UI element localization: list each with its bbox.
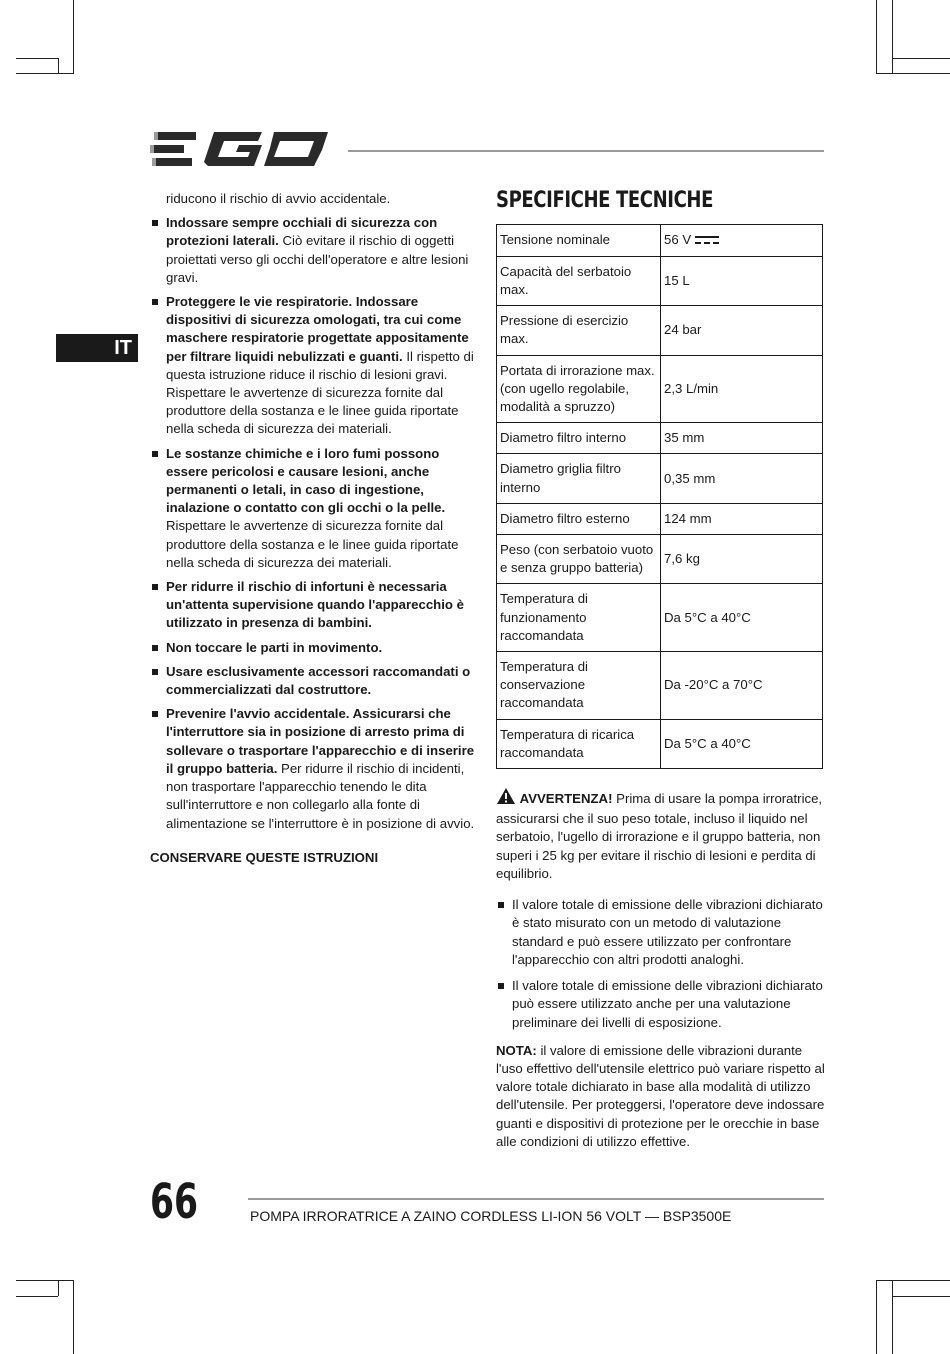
intro-text: riducono il rischio di avvio accidentale.	[166, 191, 391, 206]
crop-mark	[892, 1296, 950, 1297]
safety-instructions	[150, 190, 475, 867]
specs-table	[496, 224, 823, 769]
spec-value: 24 bar	[661, 306, 823, 355]
note-label: NOTA:	[496, 1042, 537, 1058]
technical-specifications	[496, 190, 826, 1164]
item-bold: Le sostanze chimiche e i loro fumi possono essere pericolosi e causare lesioni, anche permanenti o letali, in caso di ingestione, inalazione o contatto con gli occhi o la pelle.	[166, 445, 446, 516]
item-text: Per ridurre il rischio di incidenti, non trasportare l'apparecchio tenendo le dita sull'interruttore e non collegarlo alla fonte di alimentazione se l'interruttore è in posizione di avvio.	[166, 760, 475, 831]
item-bold: Non toccare le parti in movimento.	[166, 639, 383, 655]
crop-mark	[16, 73, 74, 74]
crop-mark	[892, 0, 893, 74]
spec-label: Temperatura di ricarica raccomandata	[497, 719, 661, 768]
spec-value: 2,3 L/min	[661, 355, 823, 423]
spec-label: Tensione nominale	[497, 225, 661, 257]
spec-value: 0,35 mm	[661, 454, 823, 503]
item-text: Il rispetto di questa istruzione riduce il rischio di lesioni gravi. Rispettare le avvertenze di sicurezza fornite dal produttore della sostanza e le linee guida riportate nella scheda di sicurezza dei materiali.	[166, 348, 474, 437]
spec-value: 7,6 kg	[661, 535, 823, 584]
spec-label: Capacità del serbatoio max.	[497, 256, 661, 305]
spec-value: 124 mm	[661, 503, 823, 534]
warning-label: AVVERTENZA!	[519, 791, 613, 807]
crop-mark	[876, 1280, 877, 1354]
list-item: Il valore totale di emissione delle vibrazioni dichiarato è stato misurato con un metodo di valutazione standard e può essere utilizzato per confrontare l'apparecchio con altri prodotti analoghi.	[496, 896, 826, 969]
spec-value-cell	[661, 225, 823, 257]
crop-mark	[16, 1296, 58, 1297]
vibration-list	[496, 896, 826, 1031]
list-item	[150, 639, 475, 657]
spec-label: Pressione di esercizio max.	[497, 306, 661, 355]
header-rule	[348, 150, 824, 152]
item-bold: Indossare sempre occhiali di sicurezza con protezioni laterali.	[166, 215, 438, 249]
crop-mark	[876, 0, 877, 74]
item-text: Rispettare le avvertenze di sicurezza fornite dal produttore della sostanza e le linee guida riportate nella scheda di sicurezza dei materiali.	[166, 518, 459, 570]
item-text: Ciò evitare il rischio di oggetti proiettati verso gli occhi dell'operatore e altre lesioni gravi.	[166, 233, 469, 285]
list-item	[150, 578, 475, 633]
crop-mark	[892, 1280, 893, 1354]
crop-mark	[58, 58, 59, 74]
spec-label: Diametro filtro interno	[497, 423, 661, 454]
table-row	[497, 306, 823, 355]
spec-value: Da 5°C a 40°C	[661, 584, 823, 652]
ego-logo	[150, 128, 332, 177]
table-row	[497, 719, 823, 768]
dc-current-icon	[695, 232, 719, 250]
note-text: il valore di emissione delle vibrazioni durante l'uso effettivo dell'utensile elettrico può variare rispetto al valore totale dichiarato in base alla modalità di utilizzo dell'utensile. Per proteggersi, l'operatore deve indossare guanti e dispositivi di protezione per le orecchie in base alle condizioni di utilizzo effettive.	[496, 1042, 825, 1149]
table-row	[497, 584, 823, 652]
crop-mark	[16, 1280, 74, 1281]
table-row	[497, 355, 823, 423]
spec-label: Peso (con serbatoio vuoto e senza gruppo batteria)	[497, 535, 661, 584]
crop-mark	[876, 73, 950, 74]
note-paragraph	[496, 1042, 826, 1151]
spec-value: 56 V	[664, 232, 692, 248]
warning-paragraph	[496, 787, 826, 883]
spec-value: Da -20°C a 70°C	[661, 652, 823, 720]
table-row	[497, 225, 823, 257]
list-item	[150, 705, 475, 832]
footer-title: POMPA IRRORATRICE A ZAINO CORDLESS LI-ION 56 VOLT — BSP3500E	[250, 1208, 732, 1224]
spec-value: 35 mm	[661, 423, 823, 454]
crop-mark	[58, 1280, 59, 1296]
warning-triangle-icon	[496, 787, 516, 810]
table-row	[497, 454, 823, 503]
table-row	[497, 503, 823, 534]
crop-mark	[876, 1280, 950, 1281]
crop-mark	[73, 0, 74, 74]
spec-value: 15 L	[661, 256, 823, 305]
warning-text: Prima di usare la pompa irroratrice, assicurarsi che il suo peso totale, incluso il liquido nel serbatoio, l'ugello di irrorazione e il gruppo batteria, non superi i 25 kg per evitare il rischio di lesioni e perdita di equilibrio.	[496, 791, 823, 881]
list-item: Il valore totale di emissione delle vibrazioni dichiarato può essere utilizzato anche per una valutazione preliminare dei livelli di esposizione.	[496, 977, 826, 1032]
table-row	[497, 256, 823, 305]
list-item	[150, 445, 475, 572]
crop-mark	[16, 58, 58, 59]
spec-value: Da 5°C a 40°C	[661, 719, 823, 768]
spec-label: Diametro griglia filtro interno	[497, 454, 661, 503]
table-row	[497, 423, 823, 454]
keep-instructions-heading: CONSERVARE QUESTE ISTRUZIONI	[150, 849, 379, 865]
item-bold: Proteggere le vie respiratorie. Indossare dispositivi di sicurezza omologati, tra cui come maschere respiratorie progettate appositamente per filtrare liquidi nebulizzati e guanti.	[166, 294, 469, 364]
crop-mark	[892, 58, 950, 59]
footer-rule	[248, 1198, 824, 1200]
table-row	[497, 535, 823, 584]
list-item	[150, 293, 475, 439]
item-bold: Per ridurre il rischio di infortuni è necessaria un'attenta supervisione quando l'apparecchio è utilizzato in presenza di bambini.	[166, 579, 464, 631]
spec-label: Portata di irrorazione max. (con ugello regolabile, modalità a spruzzo)	[497, 355, 661, 423]
specs-title: SPECIFICHE TECNICHE	[496, 188, 714, 213]
item-bold: Usare esclusivamente accessori raccomandati o commercializzati dal costruttore.	[166, 663, 471, 698]
list-item	[150, 663, 475, 699]
crop-mark	[73, 1280, 74, 1354]
list-item	[150, 214, 475, 287]
table-row	[497, 652, 823, 720]
spec-label: Temperatura di conservazione raccomandata	[497, 652, 661, 720]
spec-label: Diametro filtro esterno	[497, 503, 661, 534]
spec-label: Temperatura di funzionamento raccomandata	[497, 584, 661, 652]
language-tab: IT	[56, 334, 138, 362]
item-bold: Prevenire l'avvio accidentale. Assicurarsi che l'interruttore sia in posizione di arresto prima di sollevare o trasportare l'apparecchio e di inserire il gruppo batteria.	[166, 706, 475, 776]
safety-list	[150, 214, 475, 833]
page-number: 66	[150, 1174, 199, 1230]
